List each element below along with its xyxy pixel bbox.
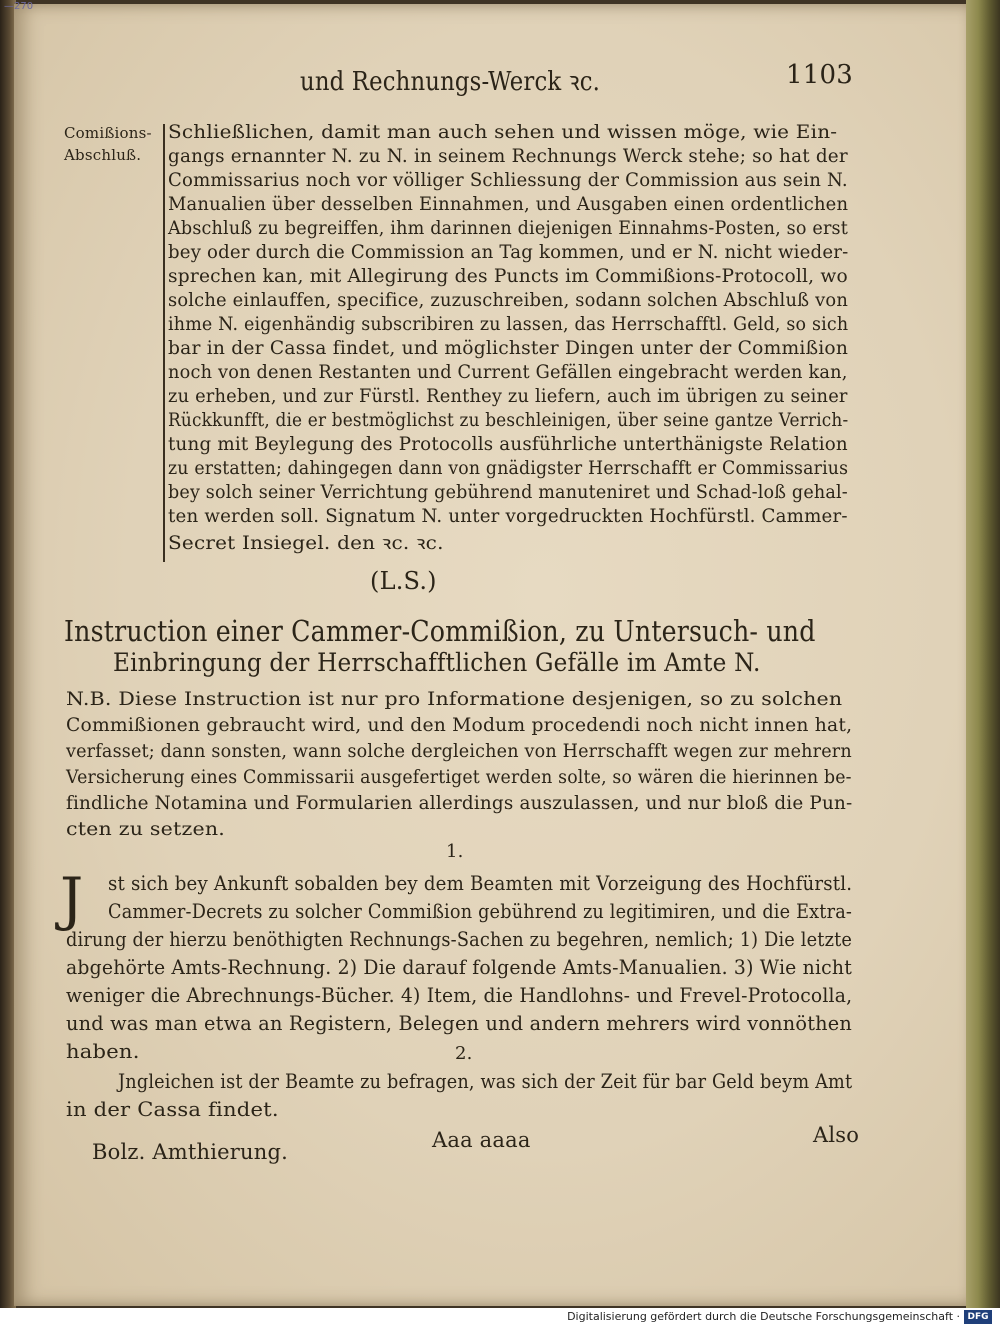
text-line: dirung der hierzu benöthigten Rechnungs-Sachen zu begehren, nemlich; 1) Die letzte: [66, 928, 853, 951]
margin-note-line: Comißions-: [64, 124, 152, 142]
text-line: solche einlauffen, specifice, zuzuschreiben, sodann solchen Abschluß von: [168, 290, 849, 311]
text-line: und was man etwa an Registern, Belegen und andern mehrers wird vonnöthen: [66, 1012, 852, 1035]
text-line: sprechen kan, mit Allegirung des Puncts im Commißions-Protocoll, wo: [168, 266, 848, 287]
dfg-logo-icon: DFG: [964, 1310, 992, 1324]
running-head: und Rechnungs-Werck ꝛc.: [300, 67, 601, 97]
text-line: findliche Notamina und Formularien allerdings auszulassen, und nur bloß die Pun-: [66, 792, 853, 814]
text-line: verfasset; dann sonsten, wann solche dergleichen von Herrschafft wegen zur mehrern: [66, 740, 852, 762]
margin-rule: [163, 124, 165, 562]
text-line: ten werden soll. Signatum N. unter vorgedruckten Hochfürstl. Cammer-: [168, 506, 848, 527]
text-line: st sich bey Ankunft sobalden bey dem Beamten mit Vorzeigung des Hochfürstl.: [108, 872, 853, 895]
text-line: weniger die Abrechnungs-Bücher. 4) Item, die Handlohns- und Frevel-Protocolla,: [66, 984, 853, 1007]
text-line: cten zu setzen.: [66, 818, 226, 840]
text-line: N.B. Diese Instruction ist nur pro Informatione desjenigen, so zu solchen: [66, 688, 843, 710]
text-line: bar in der Cassa findet, und möglichster Dingen unter der Commißion: [168, 338, 849, 359]
text-line: zu erstatten; dahingegen dann von gnädigster Herrschafft er Commissarius: [168, 458, 849, 479]
text-line: bey solch seiner Verrichtung gebührend manuteniret und Schad-loß gehal-: [168, 482, 848, 503]
text-line: Manualien über desselben Einnahmen, und Ausgaben einen ordentlichen: [168, 194, 849, 215]
text-line: haben.: [66, 1040, 140, 1063]
footer-left-note: Bolz. Amthierung.: [92, 1140, 288, 1164]
catchword: Also: [813, 1123, 860, 1147]
corner-pencil-mark: —270: [4, 1, 34, 12]
margin-note-line: Abschluß.: [64, 146, 142, 164]
text-line: gangs ernannter N. zu N. in seinem Rechnungs Werck stehe; so hat der: [168, 146, 848, 167]
text-line: Abschluß zu begreiffen, ihm darinnen diejenigen Einnahms-Posten, so erst: [168, 218, 849, 239]
text-line: ihme N. eigenhändig subscribiren zu lassen, das Herrschafftl. Geld, so sich: [168, 314, 849, 335]
book-fore-edge: [966, 0, 1000, 1308]
instruction-heading: Instruction einer Cammer-Commißion, zu Untersuch- und: [64, 614, 816, 648]
section-number: 2.: [455, 1043, 473, 1064]
text-line: Secret Insiegel. den ꝛc. ꝛc.: [168, 533, 444, 554]
text-line: Commissarius noch vor völliger Schliessung der Commission aus sein N.: [168, 170, 848, 191]
text-line: tung mit Beylegung des Protocolls ausführliche unterthänigste Relation: [168, 434, 848, 455]
text-line: Commißionen gebraucht wird, und den Modum procedendi noch nicht innen hat,: [66, 714, 853, 736]
signature-mark: Aaa aaaa: [432, 1128, 531, 1152]
text-line: bey oder durch die Commission an Tag kommen, und er N. nicht wieder-: [168, 242, 849, 263]
section-number: 1.: [446, 841, 464, 862]
text-line: Jngleichen ist der Beamte zu befragen, was sich der Zeit für bar Geld beym Amt: [118, 1070, 853, 1093]
text-line: zu erheben, und zur Fürstl. Renthey zu liefern, auch im übrigen zu seiner: [168, 386, 848, 407]
page-number: 1103: [786, 60, 853, 90]
text-line: in der Cassa findet.: [66, 1098, 279, 1121]
seal-mark: (L.S.): [370, 567, 437, 595]
text-line: Schließlichen, damit man auch sehen und wissen möge, wie Ein-: [168, 122, 838, 143]
text-line: Versicherung eines Commissarii ausgefertiget werden solte, so wären die hierinnen be-: [66, 766, 852, 788]
digitization-credit: Digitalisierung gefördert durch die Deutsche Forschungsgemeinschaft ·: [567, 1310, 960, 1323]
text-line: Cammer-Decrets zu solcher Commißion gebührend zu legitimiren, und die Extra-: [108, 900, 853, 923]
text-line: noch von denen Restanten und Current Gefällen eingebracht werden kan,: [168, 362, 848, 383]
drop-cap: J: [60, 865, 84, 933]
text-line: Rückkunfft, die er bestmöglichst zu beschleinigen, über seine gantze Verrich-: [168, 410, 849, 431]
text-line: abgehörte Amts-Rechnung. 2) Die darauf folgende Amts-Manualien. 3) Wie nicht: [66, 956, 852, 979]
instruction-subheading: Einbringung der Herrschafftlichen Gefälle im Amte N.: [113, 648, 761, 677]
